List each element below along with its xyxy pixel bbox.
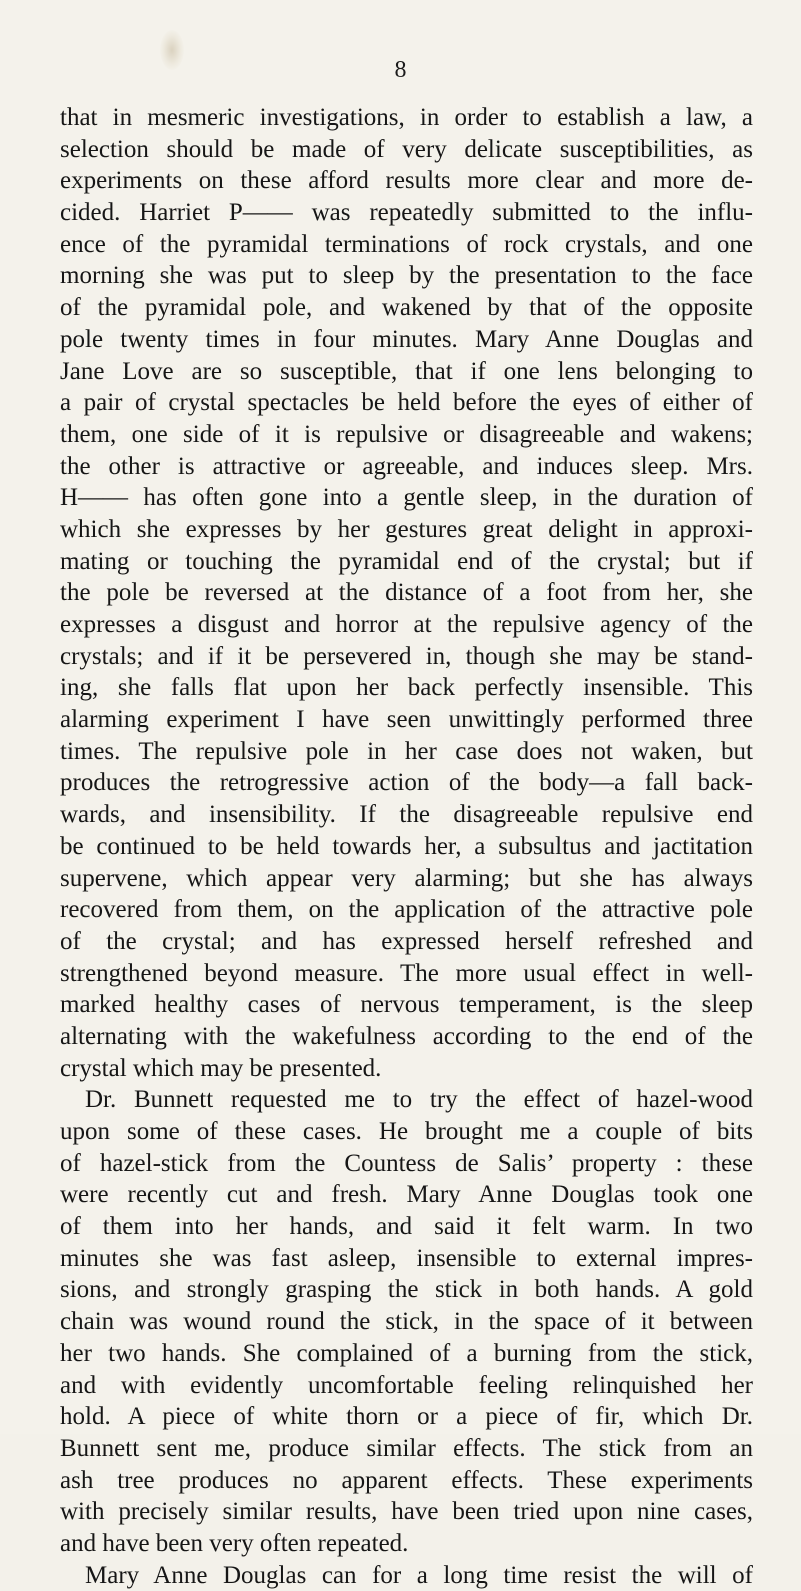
text-line: produces the retrogressive action of the body—a fall back-: [60, 769, 753, 797]
text-line: ence of the pyramidal terminations of rock crystals, and one: [60, 230, 753, 258]
text-line: pole twenty times in four minutes. Mary Anne Douglas and: [60, 325, 753, 353]
text-line: Mary Anne Douglas can for a long time resist the will of: [85, 1561, 753, 1589]
text-line: crystal which may be presented.: [60, 1054, 382, 1082]
text-line: minutes she was fast asleep, insensible to external impres-: [60, 1244, 753, 1272]
text-line: H—— has often gone into a gentle sleep, in the duration of: [60, 484, 753, 512]
text-line: hold. A piece of white thorn or a piece of fir, which Dr.: [60, 1403, 753, 1431]
text-line: of hazel-stick from the Countess de Salis’ property : these: [60, 1149, 753, 1177]
text-line: of the crystal; and has expressed herself refreshed and: [60, 927, 753, 955]
text-line: experiments on these afford results more clear and more de-: [60, 167, 753, 195]
text-line: alternating with the wakefulness according to the end of the: [60, 1022, 753, 1050]
text-line: supervene, which appear very alarming; but she has always: [60, 864, 753, 892]
text-line: that in mesmeric investigations, in order to establish a law, a: [60, 104, 753, 131]
text-line: a pair of crystal spectacles be held before the eyes of either of: [60, 389, 753, 417]
text-line: expresses a disgust and horror at the repulsive agency of the: [60, 611, 753, 638]
text-line: the other is attractive or agreeable, and induces sleep. Mrs.: [60, 452, 753, 480]
text-line: Bunnett sent me, produce similar effects. The stick from an: [60, 1434, 753, 1462]
text-line: and have been very often repeated.: [60, 1529, 409, 1557]
text-line: which she expresses by her gestures great delight in approxi-: [60, 515, 753, 543]
text-line: recovered from them, on the application of the attractive pole: [60, 896, 753, 924]
text-line: were recently cut and fresh. Mary Anne Douglas took one: [60, 1181, 753, 1209]
text-line: cided. Harriet P—— was repeatedly submitted to the influ-: [60, 199, 753, 227]
text-line: wards, and insensibility. If the disagreeable repulsive end: [60, 801, 753, 829]
text-line: ash tree produces no apparent effects. These experiments: [60, 1466, 753, 1494]
text-line: strengthened beyond measure. The more usual effect in well-: [60, 959, 753, 987]
text-line: chain was wound round the stick, in the space of it between: [60, 1308, 753, 1336]
text-line: them, one side of it is repulsive or disagreeable and wakens;: [60, 420, 753, 448]
text-line: upon some of these cases. He brought me a couple of bits: [60, 1118, 753, 1145]
text-line: of the pyramidal pole, and wakened by that of the opposite: [60, 294, 753, 322]
text-line: morning she was put to sleep by the presentation to the face: [60, 262, 753, 290]
page-number: 8: [394, 57, 407, 83]
text-line: and with evidently uncomfortable feeling relinquished her: [60, 1371, 753, 1399]
text-line: marked healthy cases of nervous temperament, is the sleep: [60, 991, 753, 1019]
text-line: with precisely similar results, have been tried upon nine cases,: [60, 1498, 753, 1526]
body-text: [60, 102, 753, 1591]
text-line: times. The repulsive pole in her case does not waken, but: [60, 737, 753, 765]
text-line: selection should be made of very delicate susceptibilities, as: [60, 135, 753, 163]
text-line: be continued to be held towards her, a subsultus and jactitation: [60, 832, 753, 860]
text-line: Jane Love are so susceptible, that if one lens belonging to: [60, 357, 753, 385]
text-line: crystals; and if it be persevered in, though she may be stand-: [60, 642, 753, 670]
text-line: Dr. Bunnett requested me to try the effect of hazel-wood: [85, 1086, 753, 1114]
text-line: her two hands. She complained of a burning from the stick,: [60, 1339, 753, 1367]
text-line: mating or touching the pyramidal end of the crystal; but if: [60, 547, 753, 575]
text-line: alarming experiment I have seen unwittingly performed three: [60, 706, 753, 734]
text-line: sions, and strongly grasping the stick in both hands. A gold: [60, 1276, 753, 1304]
text-line: the pole be reversed at the distance of a foot from her, she: [60, 579, 753, 607]
text-line: of them into her hands, and said it felt warm. In two: [60, 1213, 753, 1241]
text-line: ing, she falls flat upon her back perfectly insensible. This: [60, 674, 753, 702]
